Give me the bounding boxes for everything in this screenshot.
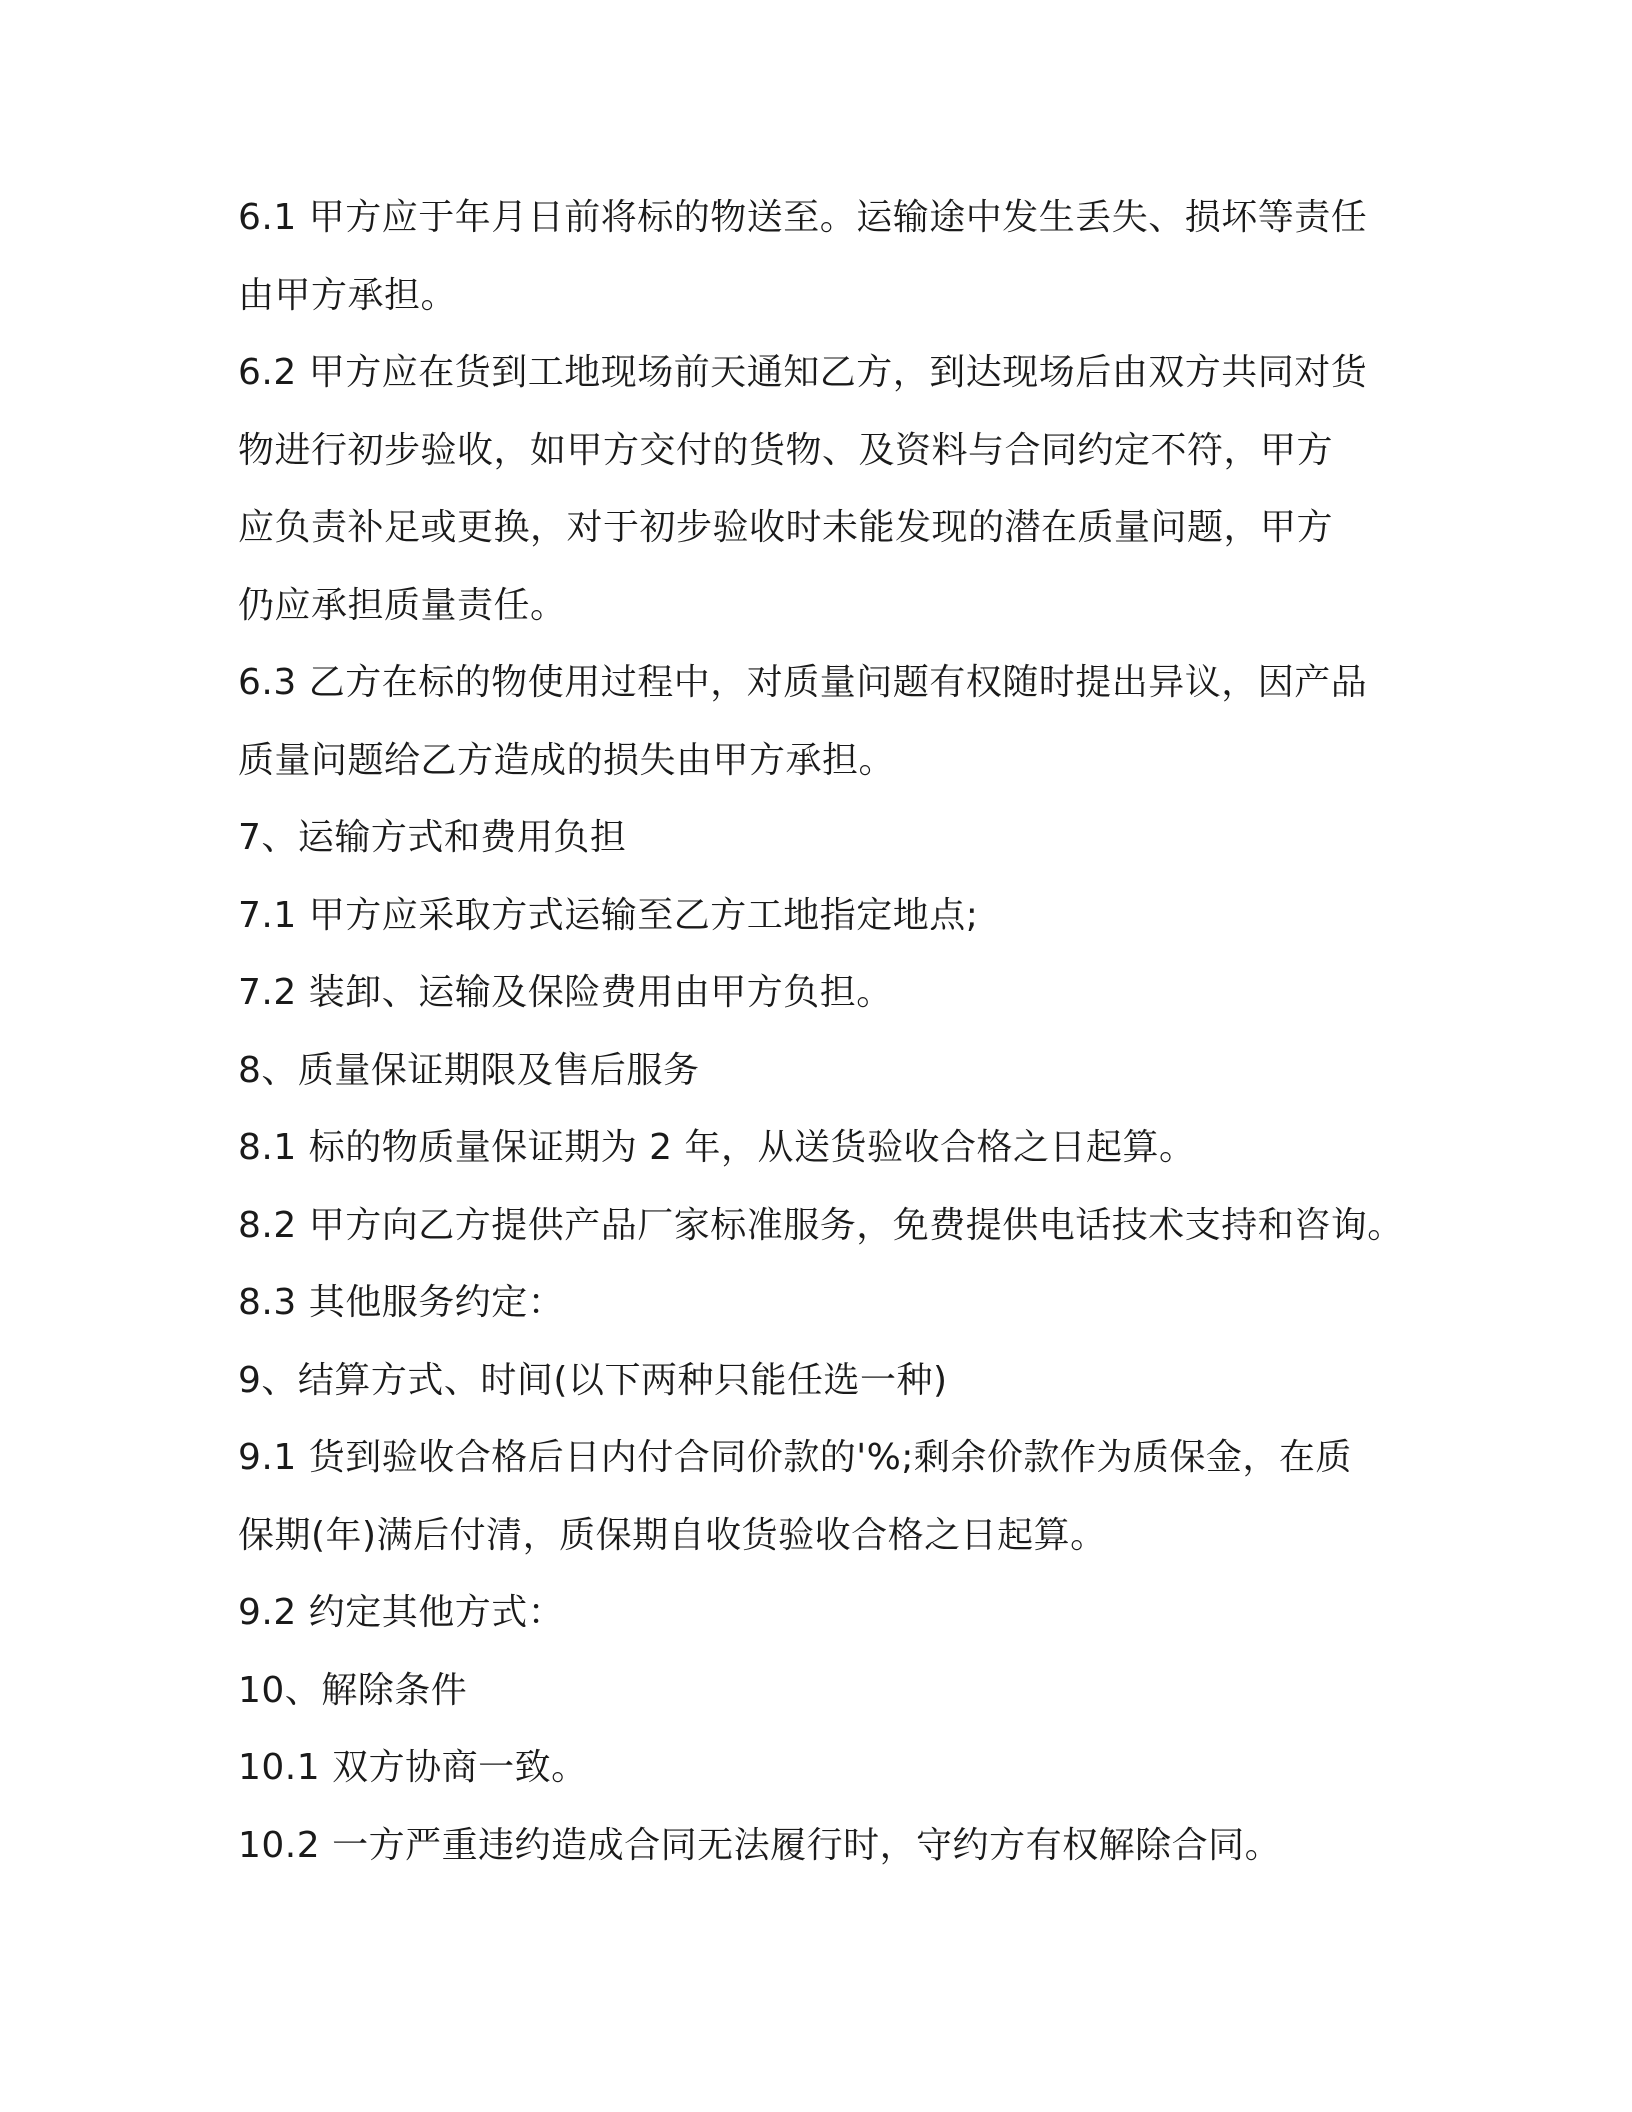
text-line-6-1-b: 由甲方承担。 xyxy=(238,274,458,316)
text-line-7-1: 7.1 甲方应采取方式运输至乙方工地指定地点; xyxy=(238,894,979,936)
text-line-9-2: 9.2 约定其他方式： xyxy=(238,1592,565,1633)
text-line-7-2: 7.2 装卸、运输及保险费用由甲方负担。 xyxy=(238,972,893,1013)
text-line-10-1: 10.1 双方协商一致。 xyxy=(238,1747,588,1788)
text-line-6-3-b: 质量问题给乙方造成的损失由甲方承担。 xyxy=(238,739,896,781)
text-line-9-1-b: 保期(年)满后付清，质保期自收货验收合格之日起算。 xyxy=(238,1514,1107,1556)
section-heading-7: 7、运输方式和费用负担 xyxy=(238,817,627,858)
text-line-8-3: 8.3 其他服务约定： xyxy=(238,1282,565,1323)
text-line-8-2: 8.2 甲方向乙方提供产品厂家标准服务，免费提供电话技术支持和咨询。 xyxy=(238,1204,1404,1246)
text-line-6-2-d: 仍应承担质量责任。 xyxy=(238,584,567,626)
section-heading-10: 10、解除条件 xyxy=(238,1669,468,1711)
text-line-6-1-a: 6.1 甲方应于年月日前将标的物送至。运输途中发生丢失、损坏等责任 xyxy=(238,197,1368,238)
text-line-8-1: 8.1 标的物质量保证期为 2 年，从送货验收合格之日起算。 xyxy=(238,1127,1196,1168)
text-line-6-2-a: 6.2 甲方应在货到工地现场前天通知乙方，到达现场后由双方共同对货 xyxy=(238,352,1368,393)
text-line-6-3-a: 6.3 乙方在标的物使用过程中，对质量问题有权随时提出异议，因产品 xyxy=(238,662,1368,703)
text-line-6-2-b: 物进行初步验收，如甲方交付的货物、及资料与合同约定不符，甲方 xyxy=(238,429,1334,471)
text-line-10-2: 10.2 一方严重违约造成合同无法履行时，守约方有权解除合同。 xyxy=(238,1824,1282,1866)
section-heading-8: 8、质量保证期限及售后服务 xyxy=(238,1049,700,1091)
text-line-6-2-c: 应负责补足或更换，对于初步验收时未能发现的潜在质量问题，甲方 xyxy=(238,507,1334,548)
section-heading-9: 9、结算方式、时间(以下两种只能任选一种) xyxy=(238,1359,948,1401)
document-body xyxy=(238,188,1598,1893)
text-line-9-1-a: 9.1 货到验收合格后日内付合同价款的'%;剩余价款作为质保金，在质 xyxy=(238,1437,1352,1478)
